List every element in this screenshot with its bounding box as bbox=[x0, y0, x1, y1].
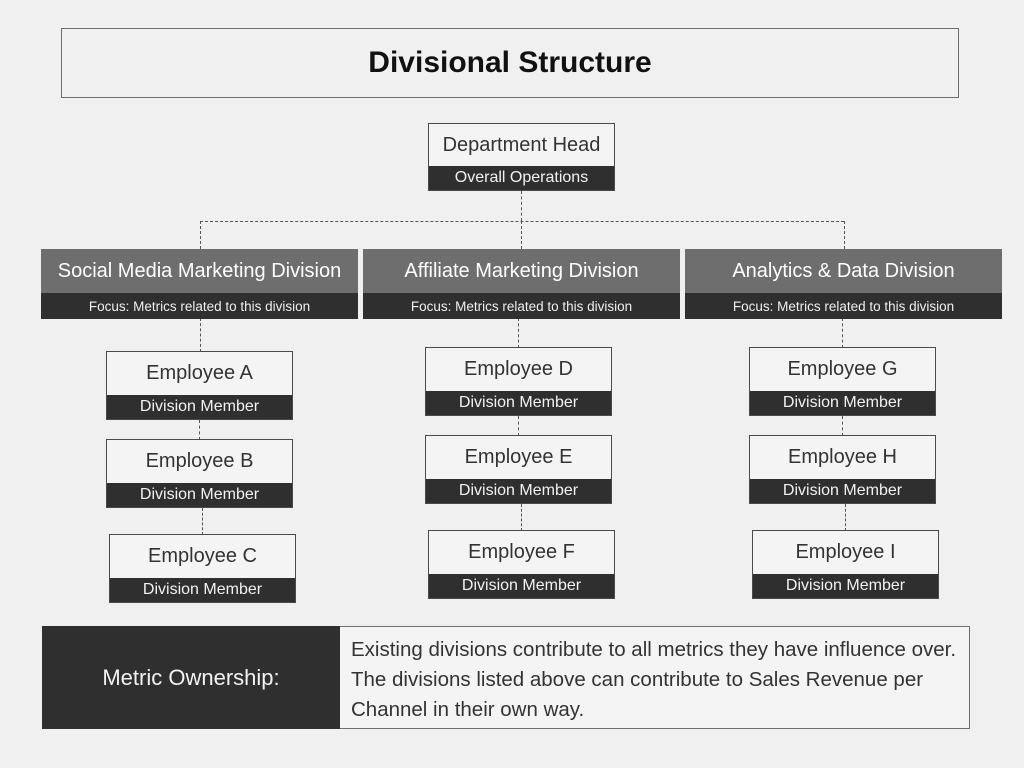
connector-division-2-employee-d bbox=[518, 318, 519, 348]
employee-role: Division Member bbox=[110, 578, 295, 602]
employee-card-g bbox=[749, 347, 936, 416]
employee-role: Division Member bbox=[426, 479, 611, 503]
connector-division-3-employee-g bbox=[842, 318, 843, 348]
employee-name: Employee C bbox=[110, 535, 295, 578]
connector-employee-d-e bbox=[518, 416, 519, 436]
employee-card-i bbox=[752, 530, 939, 599]
connector-to-division-3 bbox=[844, 221, 845, 249]
employee-card-a bbox=[106, 351, 293, 420]
employee-card-h bbox=[749, 435, 936, 504]
connector-employee-h-i bbox=[845, 504, 846, 531]
division-social-media bbox=[41, 249, 358, 319]
connector-employee-b-c bbox=[202, 508, 203, 535]
division-affiliate-marketing bbox=[363, 249, 680, 319]
employee-name: Employee A bbox=[107, 352, 292, 395]
connector-employee-a-b bbox=[199, 420, 200, 440]
department-head-role: Overall Operations bbox=[429, 166, 614, 190]
connector-employee-e-f bbox=[521, 504, 522, 531]
department-head-name: Department Head bbox=[429, 124, 614, 166]
connector-employee-g-h bbox=[842, 416, 843, 436]
employee-name: Employee I bbox=[753, 531, 938, 574]
employee-role: Division Member bbox=[429, 574, 614, 598]
employee-name: Employee G bbox=[750, 348, 935, 391]
connector-head-down bbox=[521, 191, 522, 221]
employee-role: Division Member bbox=[753, 574, 938, 598]
division-name: Social Media Marketing Division bbox=[41, 249, 358, 293]
employee-role: Division Member bbox=[750, 391, 935, 415]
division-name: Analytics & Data Division bbox=[685, 249, 1002, 293]
employee-name: Employee B bbox=[107, 440, 292, 483]
division-focus: Focus: Metrics related to this division bbox=[685, 293, 1002, 319]
connector-to-division-2 bbox=[521, 221, 522, 249]
employee-role: Division Member bbox=[426, 391, 611, 415]
employee-card-c bbox=[109, 534, 296, 603]
employee-card-d bbox=[425, 347, 612, 416]
employee-role: Division Member bbox=[750, 479, 935, 503]
employee-card-e bbox=[425, 435, 612, 504]
metric-ownership-label: Metric Ownership: bbox=[102, 664, 280, 690]
diagram-title: Divisional Structure bbox=[368, 46, 652, 79]
metric-ownership-label-box bbox=[42, 626, 340, 729]
department-head-card bbox=[428, 123, 615, 191]
employee-card-b bbox=[106, 439, 293, 508]
connector-to-division-1 bbox=[200, 221, 201, 249]
diagram-title-box bbox=[61, 28, 959, 98]
metric-ownership-description: Existing divisions contribute to all metrics they have influence over. The divisions listed above can contribute to Sales Revenue per Channel in their own way. bbox=[351, 638, 957, 721]
metric-ownership-description-box bbox=[340, 626, 970, 729]
division-focus: Focus: Metrics related to this division bbox=[363, 293, 680, 319]
employee-name: Employee E bbox=[426, 436, 611, 479]
division-name: Affiliate Marketing Division bbox=[363, 249, 680, 293]
employee-role: Division Member bbox=[107, 395, 292, 419]
division-focus: Focus: Metrics related to this division bbox=[41, 293, 358, 319]
division-analytics-data bbox=[685, 249, 1002, 319]
connector-division-1-employee-a bbox=[200, 318, 201, 352]
employee-role: Division Member bbox=[107, 483, 292, 507]
employee-name: Employee F bbox=[429, 531, 614, 574]
employee-card-f bbox=[428, 530, 615, 599]
connector-horizontal-bus bbox=[200, 221, 844, 222]
employee-name: Employee D bbox=[426, 348, 611, 391]
employee-name: Employee H bbox=[750, 436, 935, 479]
